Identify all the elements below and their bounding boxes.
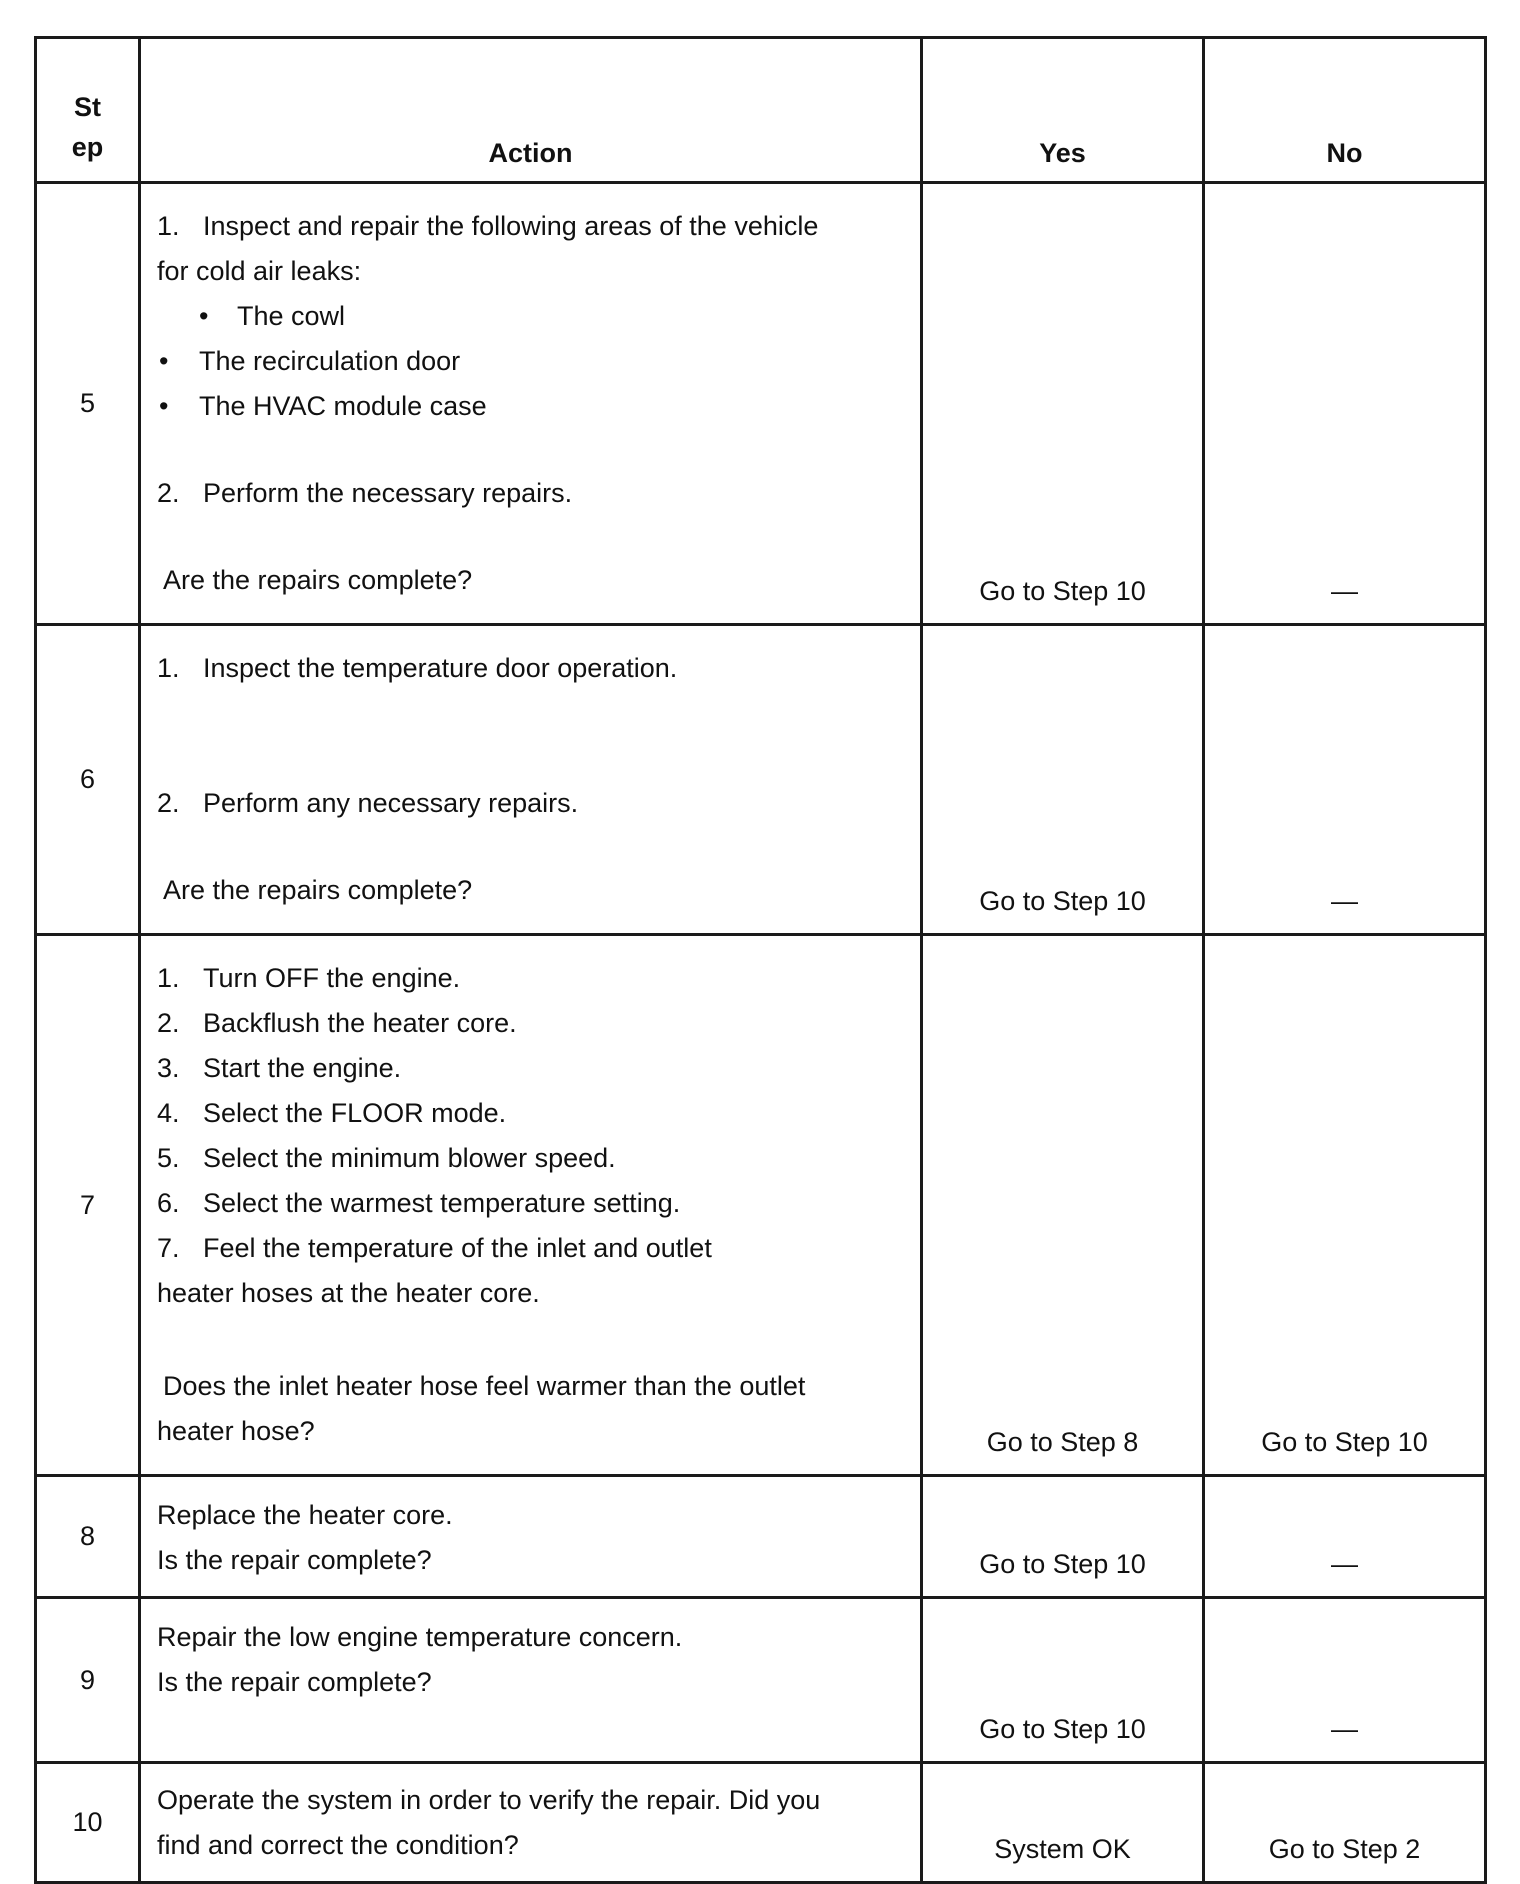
step-number: 6 [36,625,140,935]
table-row-step-5 [36,183,1486,625]
list-item: • The HVAC module case [157,384,902,429]
list-item: 3. Start the engine. [157,1053,402,1083]
action-cell: Replace the heater core. Is the repair complete? [140,1476,922,1598]
no-cell: Go to Step 10 [1204,935,1486,1476]
header-action: Action [140,38,922,183]
action-cell: 1. Inspect and repair the following areas of the vehicle for cold air leaks: • The cowl • The recirculation door • The HVAC module case 2. Perform the necessary repairs. Are the repairs complete? [140,183,922,625]
list-item: • The recirculation door [157,339,902,384]
yes-cell: Go to Step 10 [922,1598,1204,1763]
action-cell: 1. Inspect the temperature door operation. 2. Perform any necessary repairs. Are the repairs complete? [140,625,922,935]
yes-cell: Go to Step 10 [922,1476,1204,1598]
header-yes: Yes [922,38,1204,183]
action-cell: Operate the system in order to verify the repair. Did you find and correct the condition? [140,1763,922,1883]
header-step: St ep [36,38,140,183]
no-cell: — [1204,1598,1486,1763]
table-row-step-10 [36,1763,1486,1883]
diagnostic-steps-table [34,36,1487,1884]
list-item: 4. Select the FLOOR mode. [157,1098,507,1128]
table-row-step-7 [36,935,1486,1476]
header-no: No [1204,38,1486,183]
action-cell: Repair the low engine temperature concern. Is the repair complete? [140,1598,922,1763]
list-item: 1. Turn OFF the engine. [157,963,461,993]
table-row-step-6 [36,625,1486,935]
list-item: • The cowl [157,294,902,339]
question-text: Are the repairs complete? [163,875,473,905]
table-row-step-9 [36,1598,1486,1763]
question-text: Is the repair complete? [157,1667,432,1697]
step-number: 8 [36,1476,140,1598]
no-cell: Go to Step 2 [1204,1763,1486,1883]
question-text: Is the repair complete? [157,1545,432,1575]
header-row [36,38,1486,183]
no-cell: — [1204,1476,1486,1598]
yes-cell: Go to Step 8 [922,935,1204,1476]
step-number: 9 [36,1598,140,1763]
action-cell: 1. Turn OFF the engine. 2. Backflush the heater core. 3. Start the engine. 4. Select the FLOOR mode. 5. Select the minimum blower speed. 6. Select the warmest temperature setting. 7. Feel the temperature of the inlet and outlet heater hoses at the heater core. Does the inlet heater hose feel warmer than the outlet heater hose? [140,935,922,1476]
list-item: 6. Select the warmest temperature setting. [157,1188,681,1218]
yes-cell: System OK [922,1763,1204,1883]
question-text: Are the repairs complete? [163,565,473,595]
yes-cell: Go to Step 10 [922,183,1204,625]
list-item: 2. Backflush the heater core. [157,1008,517,1038]
table-row-step-8 [36,1476,1486,1598]
no-cell: — [1204,625,1486,935]
list-item: 5. Select the minimum blower speed. [157,1143,616,1173]
question-text: Does the inlet heater hose feel warmer than the outlet [163,1371,806,1401]
list-item: 7. Feel the temperature of the inlet and outlet [157,1233,712,1263]
step-number: 10 [36,1763,140,1883]
yes-cell: Go to Step 10 [922,625,1204,935]
step-number: 5 [36,183,140,625]
step-number: 7 [36,935,140,1476]
no-cell: — [1204,183,1486,625]
